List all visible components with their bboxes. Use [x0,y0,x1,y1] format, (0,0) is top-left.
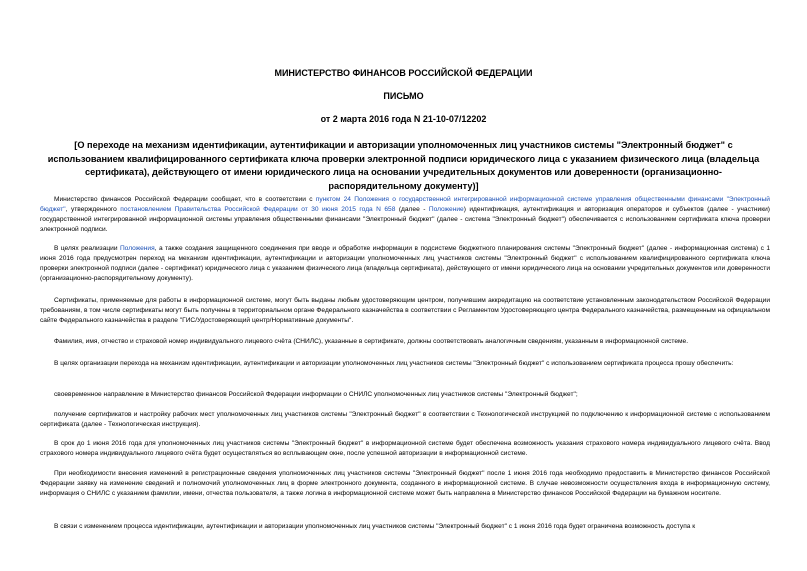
paragraph-1-text-a: Министерство финансов Российской Федерации сообщает, что в соответствии с [54,196,316,203]
paragraph-6: своевременное направление в Министерство финансов Российской Федерации информации о СНИЛС уполномоченных лиц участников системы "Электронный бюджет"; [54,391,578,398]
link-point-24[interactable]: пунктом 24 Положения о государственной интегрированной информационной системе управления общественными финансами "Электронный бюджет" [40,196,770,214]
document-type: ПИСЬМО [383,91,424,101]
paragraph-7: получение сертификатов и настройку рабочих мест уполномоченных лиц участников системы "Электронный бюджет" в соответствии с Технологической инструкцией по подключению к информационной системе с использованием сертификата (далее - Технологическая инструкция). [40,411,770,429]
link-regulation[interactable]: Положение [428,206,464,214]
paragraph-1-text-c: (далее - [395,206,429,214]
paragraph-1-text-d: ) идентификация, аутентификация и авторизация операторов и субъектов (далее - участники) государственной интегрированной информационной системы управления общественными финансами "Электронный бюджет" (далее - система "Электронный бюджет") обеспечивается с использованием сертификата ключа проверки электронной подписи. [40,206,770,234]
paragraph-9: При необходимости внесения изменений в регистрационные сведения уполномоченных лиц участников системы "Электронный бюджет" после 1 июня 2016 года необходимо предоставить в Министерство финансов Российской Федерации заявку на изменение сведений и полномочий уполномоченных лиц в форме электронного документа, созданного в информационной системе. В случае невозможности осуществления входа в информационную систему, информация о СНИЛС с указанием фамилии, имени, отчества пользователя, а также логина в информационной системе может быть направлена в Министерство финансов Российской Федерации на бумажном носителе. [40,470,770,498]
paragraph-4: Фамилия, имя, отчество и страховой номер индивидуального лицевого счёта (СНИЛС), указанные в сертификате, должны соответствовать аналогичным сведениям, указанным в информационной системе. [54,338,689,345]
link-government-resolution[interactable]: постановлением Правительства Российской Федерации от 30 июня 2015 года N 658 [120,206,396,214]
ministry-heading: МИНИСТЕРСТВО ФИНАНСОВ РОССИЙСКОЙ ФЕДЕРАЦИИ [274,68,533,78]
paragraph-1-text-b: , утвержденного [65,206,121,214]
paragraph-8: В срок до 1 июня 2016 года для уполномоченных лиц участников системы "Электронный бюджет" в информационной системе будет обеспечена возможность указания страхового номера индивидуального лицевого счёта. Ввод страхового номера индивидуального лицевого счёта будет осуществляться во всплывающем окне, после успешной авторизации в информационной системе. [40,440,770,458]
document-title: [О переходе на механизм идентификации, аутентификации и авторизации уполномоченных лиц участников системы "Электронный бюджет" с использованием квалифицированного сертификата ключа проверки электронной подписи юридического лица с указанием физического лица (владельца сертификата), действующего от имени юридического лица на основании учредительных документов или доверенности (организационно-распорядительному документу)] [47,140,760,191]
paragraph-3: Сертификаты, применяемые для работы в информационной системе, могут быть выданы любым удостоверяющим центром, получившим аккредитацию на соответствие установленным законодательством Российской Федерации требованиям, в том числе сертификаты могут быть получены в территориальном органе Федерального казначейства в соответствии с Регламентом Удостоверяющего центра Федерального казначейства, размещенным на официальном сайте Федерального казначейства в разделе "ГИС/Удостоверяющий центр/Нормативные документы". [40,297,770,325]
paragraph-10: В связи с изменением процесса идентификации, аутентификации и авторизации уполномоченных лиц участников системы "Электронный бюджет" с 1 июня 2016 года будет ограничена возможность доступа к [54,523,696,530]
paragraph-2-text-a: В целях реализации [54,245,120,252]
paragraph-1 [40,195,770,235]
paragraph-2-text-b: , а также создания защищенного соединения при вводе и обработке информации в подсистеме бюджетного планирования системы "Электронный бюджет" (далее - информационная система) с 1 июня 2016 года предусмотрен переход на механизм идентификации, аутентификации и авторизации уполномоченных лиц участников системы "Электронный бюджет" с использованием квалифицированного сертификата ключа проверки электронной подписи (далее - сертификат) юридического лица с указанием физического лица (владельца сертификата), действующего от имени юридического лица на основании учредительных документов или доверенности (организационно-распорядительному документу). [40,245,770,283]
paragraph-2 [40,244,770,284]
document-date-number: от 2 марта 2016 года N 21-10-07/12202 [320,114,487,124]
paragraph-5: В целях организации перехода на механизм идентификации, аутентификации и авторизации уполномоченных лиц участников системы "Электронный бюджет" с использованием сертификата процесса прошу обеспечить: [54,360,734,367]
link-regulation-2[interactable]: Положения [119,245,155,252]
